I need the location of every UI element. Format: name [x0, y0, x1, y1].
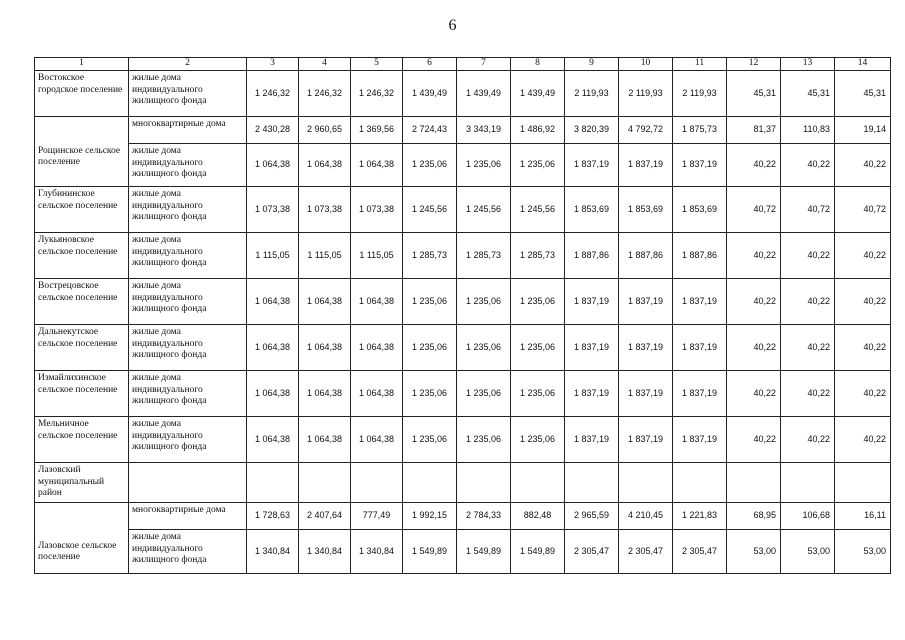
- value-cell: [727, 463, 781, 503]
- value-cell: 1 285,73: [403, 233, 457, 279]
- value-cell: 110,83: [781, 117, 835, 144]
- housing-type: жилые дома индивидуального жилищного фонда: [129, 417, 247, 463]
- value-cell: 2 965,59: [565, 503, 619, 530]
- value-cell: 1 235,06: [457, 371, 511, 417]
- column-header: 1: [35, 58, 129, 71]
- value-cell: 4 792,72: [619, 117, 673, 144]
- housing-type: многоквартирные дома: [129, 503, 247, 530]
- value-cell: 1 064,38: [247, 279, 299, 325]
- housing-type: жилые дома индивидуального жилищного фонда: [129, 371, 247, 417]
- value-cell: 1 837,19: [565, 279, 619, 325]
- value-cell: 1 115,05: [351, 233, 403, 279]
- housing-type-empty: [129, 463, 247, 503]
- column-header: 9: [565, 58, 619, 71]
- value-cell: 3 343,19: [457, 117, 511, 144]
- value-cell: 1 853,69: [673, 187, 727, 233]
- value-cell: 1 235,06: [511, 371, 565, 417]
- value-cell: 1 549,89: [457, 530, 511, 574]
- value-cell: [565, 463, 619, 503]
- column-header: 10: [619, 58, 673, 71]
- settlement-name-empty: [35, 503, 129, 530]
- value-cell: 1 549,89: [403, 530, 457, 574]
- settlement-name: Лазовское сельское поселение: [35, 530, 129, 574]
- value-cell: 1 837,19: [673, 417, 727, 463]
- value-cell: 1 073,38: [351, 187, 403, 233]
- value-cell: 1 115,05: [299, 233, 351, 279]
- value-cell: 1 064,38: [247, 371, 299, 417]
- value-cell: 1 235,06: [511, 417, 565, 463]
- value-cell: 40,22: [835, 325, 891, 371]
- value-cell: [403, 463, 457, 503]
- column-header: 14: [835, 58, 891, 71]
- value-cell: 40,22: [781, 279, 835, 325]
- value-cell: 1 549,89: [511, 530, 565, 574]
- value-cell: 1 235,06: [403, 417, 457, 463]
- value-cell: 1 837,19: [673, 371, 727, 417]
- value-cell: 2 119,93: [565, 71, 619, 117]
- value-cell: 1 064,38: [351, 325, 403, 371]
- value-cell: 45,31: [781, 71, 835, 117]
- value-cell: 1 245,56: [403, 187, 457, 233]
- value-cell: 40,22: [781, 325, 835, 371]
- value-cell: 40,22: [835, 233, 891, 279]
- value-cell: 40,22: [781, 417, 835, 463]
- value-cell: 40,22: [781, 371, 835, 417]
- value-cell: 40,22: [727, 144, 781, 187]
- settlement-name: Глубининское сельское поселение: [35, 187, 129, 233]
- value-cell: 1 837,19: [673, 325, 727, 371]
- value-cell: 1 837,19: [565, 325, 619, 371]
- value-cell: 40,72: [835, 187, 891, 233]
- value-cell: 1 064,38: [299, 279, 351, 325]
- value-cell: 1 285,73: [457, 233, 511, 279]
- settlement-name: Вострецовское сельское поселение: [35, 279, 129, 325]
- value-cell: 1 439,49: [457, 71, 511, 117]
- value-cell: 40,72: [781, 187, 835, 233]
- value-cell: 40,22: [727, 325, 781, 371]
- value-cell: [511, 463, 565, 503]
- value-cell: 1 064,38: [247, 144, 299, 187]
- value-cell: 1 837,19: [565, 417, 619, 463]
- housing-type: жилые дома индивидуального жилищного фонда: [129, 325, 247, 371]
- value-cell: 1 064,38: [351, 279, 403, 325]
- value-cell: 2 430,28: [247, 117, 299, 144]
- value-cell: 1 992,15: [403, 503, 457, 530]
- district-name: Лазовский муниципальный район: [35, 463, 129, 503]
- value-cell: 68,95: [727, 503, 781, 530]
- page-number: 6: [448, 17, 457, 34]
- value-cell: 2 305,47: [565, 530, 619, 574]
- value-cell: 2 305,47: [619, 530, 673, 574]
- value-cell: 40,22: [727, 417, 781, 463]
- table-row: [35, 279, 891, 325]
- housing-type: жилые дома индивидуального жилищного фонда: [129, 187, 247, 233]
- value-cell: [299, 463, 351, 503]
- value-cell: 2 784,33: [457, 503, 511, 530]
- value-cell: [457, 463, 511, 503]
- value-cell: 2 724,43: [403, 117, 457, 144]
- value-cell: 777,49: [351, 503, 403, 530]
- housing-type: жилые дома индивидуального жилищного фонда: [129, 144, 247, 187]
- value-cell: [673, 463, 727, 503]
- value-cell: 1 073,38: [247, 187, 299, 233]
- value-cell: 1 235,06: [457, 144, 511, 187]
- column-header: 13: [781, 58, 835, 71]
- value-cell: 1 340,84: [247, 530, 299, 574]
- column-header: 11: [673, 58, 727, 71]
- header-row: [35, 58, 891, 71]
- settlement-name: Рощинское сельское поселение: [35, 144, 129, 187]
- value-cell: 4 210,45: [619, 503, 673, 530]
- value-cell: 3 820,39: [565, 117, 619, 144]
- value-cell: 53,00: [727, 530, 781, 574]
- table-row: [35, 325, 891, 371]
- value-cell: 40,22: [835, 371, 891, 417]
- value-cell: 16,11: [835, 503, 891, 530]
- value-cell: 1 064,38: [351, 417, 403, 463]
- value-cell: 1 837,19: [619, 371, 673, 417]
- value-cell: 1 887,86: [565, 233, 619, 279]
- value-cell: 1 064,38: [299, 325, 351, 371]
- value-cell: 40,22: [835, 279, 891, 325]
- value-cell: 2 407,64: [299, 503, 351, 530]
- column-header: 8: [511, 58, 565, 71]
- housing-type: жилые дома индивидуального жилищного фонда: [129, 530, 247, 574]
- settlement-name: Дальнекутское сельское поселение: [35, 325, 129, 371]
- table-row: [35, 503, 891, 530]
- column-header: 5: [351, 58, 403, 71]
- value-cell: 1 728,63: [247, 503, 299, 530]
- value-cell: 1 340,84: [299, 530, 351, 574]
- value-cell: 1 221,83: [673, 503, 727, 530]
- value-cell: 1 246,32: [351, 71, 403, 117]
- housing-type: жилые дома индивидуального жилищного фонда: [129, 279, 247, 325]
- value-cell: 2 119,93: [619, 71, 673, 117]
- value-cell: [835, 463, 891, 503]
- housing-type: жилые дома индивидуального жилищного фонда: [129, 233, 247, 279]
- settlement-name: Лукьяновское сельское поселение: [35, 233, 129, 279]
- value-cell: 1 064,38: [351, 371, 403, 417]
- value-cell: 1 837,19: [619, 279, 673, 325]
- value-cell: 1 064,38: [247, 417, 299, 463]
- table-row: [35, 233, 891, 279]
- value-cell: 1 439,49: [403, 71, 457, 117]
- value-cell: 81,37: [727, 117, 781, 144]
- settlement-name: Измайлихинское сельское поселение: [35, 371, 129, 417]
- column-header: 2: [129, 58, 247, 71]
- housing-type: жилые дома индивидуального жилищного фонда: [129, 71, 247, 117]
- value-cell: 1 235,06: [457, 279, 511, 325]
- column-header: 7: [457, 58, 511, 71]
- column-header: 4: [299, 58, 351, 71]
- value-cell: [247, 463, 299, 503]
- value-cell: 1 235,06: [511, 144, 565, 187]
- value-cell: 19,14: [835, 117, 891, 144]
- value-cell: 1 064,38: [299, 417, 351, 463]
- table-row: [35, 417, 891, 463]
- value-cell: 1 853,69: [565, 187, 619, 233]
- table-row: [35, 463, 891, 503]
- value-cell: 1 837,19: [619, 325, 673, 371]
- value-cell: 106,68: [781, 503, 835, 530]
- table-body: [35, 58, 891, 574]
- table-row: [35, 144, 891, 187]
- value-cell: 1 064,38: [299, 371, 351, 417]
- value-cell: 1 115,05: [247, 233, 299, 279]
- value-cell: 45,31: [835, 71, 891, 117]
- value-cell: 1 369,56: [351, 117, 403, 144]
- value-cell: 40,22: [727, 279, 781, 325]
- value-cell: 40,72: [727, 187, 781, 233]
- table-row: [35, 71, 891, 117]
- value-cell: 1 064,38: [299, 144, 351, 187]
- value-cell: 1 245,56: [511, 187, 565, 233]
- value-cell: 1 245,56: [457, 187, 511, 233]
- value-cell: 40,22: [781, 233, 835, 279]
- value-cell: 40,22: [835, 144, 891, 187]
- value-cell: 53,00: [781, 530, 835, 574]
- column-header: 6: [403, 58, 457, 71]
- value-cell: 1 235,06: [511, 325, 565, 371]
- table-row: [35, 117, 891, 144]
- value-cell: 2 119,93: [673, 71, 727, 117]
- value-cell: 1 837,19: [565, 371, 619, 417]
- housing-type: многоквартирные дома: [129, 117, 247, 144]
- value-cell: 1 235,06: [457, 325, 511, 371]
- value-cell: 1 887,86: [673, 233, 727, 279]
- value-cell: 1 064,38: [351, 144, 403, 187]
- value-cell: 1 853,69: [619, 187, 673, 233]
- value-cell: 1 246,32: [247, 71, 299, 117]
- value-cell: [619, 463, 673, 503]
- value-cell: 1 837,19: [565, 144, 619, 187]
- value-cell: 1 235,06: [457, 417, 511, 463]
- value-cell: 53,00: [835, 530, 891, 574]
- value-cell: 1 875,73: [673, 117, 727, 144]
- value-cell: 1 235,06: [403, 279, 457, 325]
- value-cell: 1 837,19: [673, 144, 727, 187]
- table-row: [35, 187, 891, 233]
- value-cell: 40,22: [727, 371, 781, 417]
- column-header: 3: [247, 58, 299, 71]
- value-cell: 1 439,49: [511, 71, 565, 117]
- value-cell: 1 837,19: [673, 279, 727, 325]
- value-cell: 1 235,06: [403, 371, 457, 417]
- value-cell: 1 235,06: [511, 279, 565, 325]
- value-cell: 45,31: [727, 71, 781, 117]
- value-cell: 1 235,06: [403, 144, 457, 187]
- value-cell: 1 837,19: [619, 417, 673, 463]
- table-row: [35, 371, 891, 417]
- value-cell: 2 305,47: [673, 530, 727, 574]
- value-cell: 40,22: [781, 144, 835, 187]
- value-cell: 1 246,32: [299, 71, 351, 117]
- value-cell: 2 960,65: [299, 117, 351, 144]
- tariff-table: [34, 57, 891, 574]
- value-cell: [351, 463, 403, 503]
- value-cell: 1 340,84: [351, 530, 403, 574]
- value-cell: 1 486,92: [511, 117, 565, 144]
- value-cell: 40,22: [835, 417, 891, 463]
- value-cell: [781, 463, 835, 503]
- settlement-name-empty: [35, 117, 129, 144]
- value-cell: 1 235,06: [403, 325, 457, 371]
- column-header: 12: [727, 58, 781, 71]
- value-cell: 40,22: [727, 233, 781, 279]
- settlement-name: Мельничное сельское поселение: [35, 417, 129, 463]
- value-cell: 882,48: [511, 503, 565, 530]
- value-cell: 1 285,73: [511, 233, 565, 279]
- value-cell: 1 073,38: [299, 187, 351, 233]
- settlement-name: Востокское городское поселение: [35, 71, 129, 117]
- value-cell: 1 887,86: [619, 233, 673, 279]
- value-cell: 1 064,38: [247, 325, 299, 371]
- table-row: [35, 530, 891, 574]
- value-cell: 1 837,19: [619, 144, 673, 187]
